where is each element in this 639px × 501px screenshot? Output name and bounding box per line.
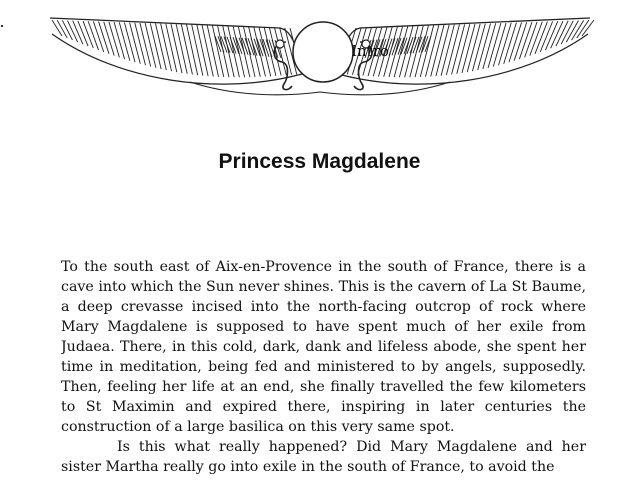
paragraph-1: To the south east of Aix-en-Provence in the south of France, there is a cave into which the Sun never shines. This is the cavern of La St Baume, a deep crevasse incised into the north-facing outcrop of rock where Mary Magdalene is supposed to have spent much of her exile from Judaea. There, in this cold, dark, dank and lifeless abode, she spent her time in meditation, being fed and ministered to by angels, supposedly. Then, feeling her life at an end, she finally travelled the few kilometers to St Maximin and expired there, inspiring in later centuries the construction of a large basilica on this very same spot. bbox=[61, 259, 586, 435]
emblem-label: Intro bbox=[351, 42, 389, 60]
body-text bbox=[61, 257, 586, 501]
paragraph-2: Is this what really happened? Did Mary Magdalene and her sister Martha really go into exile in the south of France, to avoid the bbox=[61, 439, 586, 475]
winged-sun-emblem bbox=[40, 12, 600, 104]
edge-mark bbox=[1, 25, 3, 27]
page-title: Princess Magdalene bbox=[218, 150, 421, 173]
winged-sun-disc-icon bbox=[40, 12, 600, 104]
